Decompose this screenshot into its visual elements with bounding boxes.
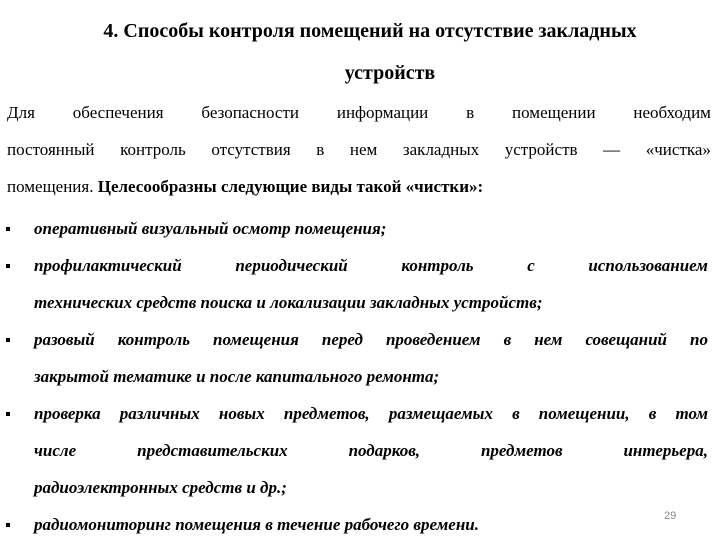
- bullet-word: числе: [34, 441, 77, 460]
- bullet-word: контроль: [117, 330, 190, 349]
- bullet-word: подарков,: [348, 441, 421, 460]
- intro-word: контроль: [120, 140, 186, 159]
- bullet-word: в: [648, 404, 657, 423]
- intro-word: устройств: [504, 140, 578, 159]
- bullet-word: периодический: [235, 256, 348, 275]
- intro-word: —: [603, 140, 621, 159]
- bullet-word: помещения: [213, 330, 299, 349]
- bullet-item-line: [34, 404, 708, 424]
- bullet-marker: [6, 523, 10, 527]
- intro-word: отсутствия: [211, 140, 291, 159]
- intro-line-3: [7, 177, 711, 197]
- intro-word: в: [466, 103, 475, 122]
- bullet-item-line: радиоэлектронных средств и др.;: [34, 478, 287, 497]
- intro-word: Для: [7, 103, 35, 122]
- bullet-word: нем: [534, 330, 563, 349]
- intro-line-2: [7, 140, 711, 160]
- bullet-item-line: технических средств поиска и локализации закладных устройств;: [34, 293, 543, 312]
- slide-title-line-1: 4. Способы контроля помещений на отсутствие закладных: [103, 20, 637, 42]
- intro-text: помещения.: [7, 177, 98, 196]
- slide-title-line-2: устройств: [344, 62, 436, 84]
- bullet-marker: [6, 264, 10, 268]
- intro-line-1: [7, 103, 711, 123]
- bullet-marker: [6, 412, 10, 416]
- bullet-word: предметов: [480, 441, 563, 460]
- intro-word: в: [316, 140, 325, 159]
- bullet-word: различных: [119, 404, 200, 423]
- bullet-item-line: [34, 441, 708, 461]
- bullet-item-line: [34, 330, 708, 350]
- bullet-word: в: [503, 330, 512, 349]
- intro-word: нем: [349, 140, 378, 159]
- bullet-word: с: [527, 256, 535, 275]
- bullet-word: представительских: [137, 441, 288, 460]
- bullet-word: проведением: [385, 330, 481, 349]
- intro-emphasis: Целесообразны следующие виды такой «чистки»:: [97, 177, 484, 196]
- bullet-marker: [6, 338, 10, 342]
- intro-word: обеспечения: [72, 103, 164, 122]
- bullet-word: по: [690, 330, 708, 349]
- bullet-item-line: радиомониторинг помещения в течение рабочего времени.: [34, 515, 479, 534]
- bullet-word: в: [512, 404, 520, 423]
- intro-word: необходим: [633, 103, 711, 122]
- bullet-word: перед: [321, 330, 363, 349]
- bullet-word: предметов,: [283, 404, 370, 423]
- bullet-word: совещаний: [585, 330, 668, 349]
- bullet-word: проверка: [34, 404, 101, 423]
- page-number: 29: [664, 510, 677, 522]
- bullet-marker: [6, 227, 10, 231]
- bullet-word: размещаемых: [388, 404, 493, 423]
- bullet-item-line: [34, 256, 708, 276]
- bullet-word: помещении,: [538, 404, 630, 423]
- bullet-word: контроль: [401, 256, 474, 275]
- intro-word: закладных: [402, 140, 480, 159]
- intro-word: постоянный: [7, 140, 95, 159]
- bullet-word: интерьера,: [623, 441, 708, 460]
- bullet-item-line: оперативный визуальный осмотр помещения;: [34, 219, 387, 238]
- bullet-word: том: [675, 404, 708, 423]
- intro-word: помещении: [512, 103, 596, 122]
- intro-word: информации: [336, 103, 429, 122]
- bullet-word: разовый: [34, 330, 95, 349]
- bullet-word: новых: [218, 404, 265, 423]
- intro-word: безопасности: [201, 103, 299, 122]
- bullet-item-line: закрытой тематике и после капитального ремонта;: [34, 367, 440, 386]
- intro-word: «чистка»: [645, 140, 711, 159]
- bullet-word: использованием: [588, 256, 708, 275]
- bullet-word: профилактический: [34, 256, 182, 275]
